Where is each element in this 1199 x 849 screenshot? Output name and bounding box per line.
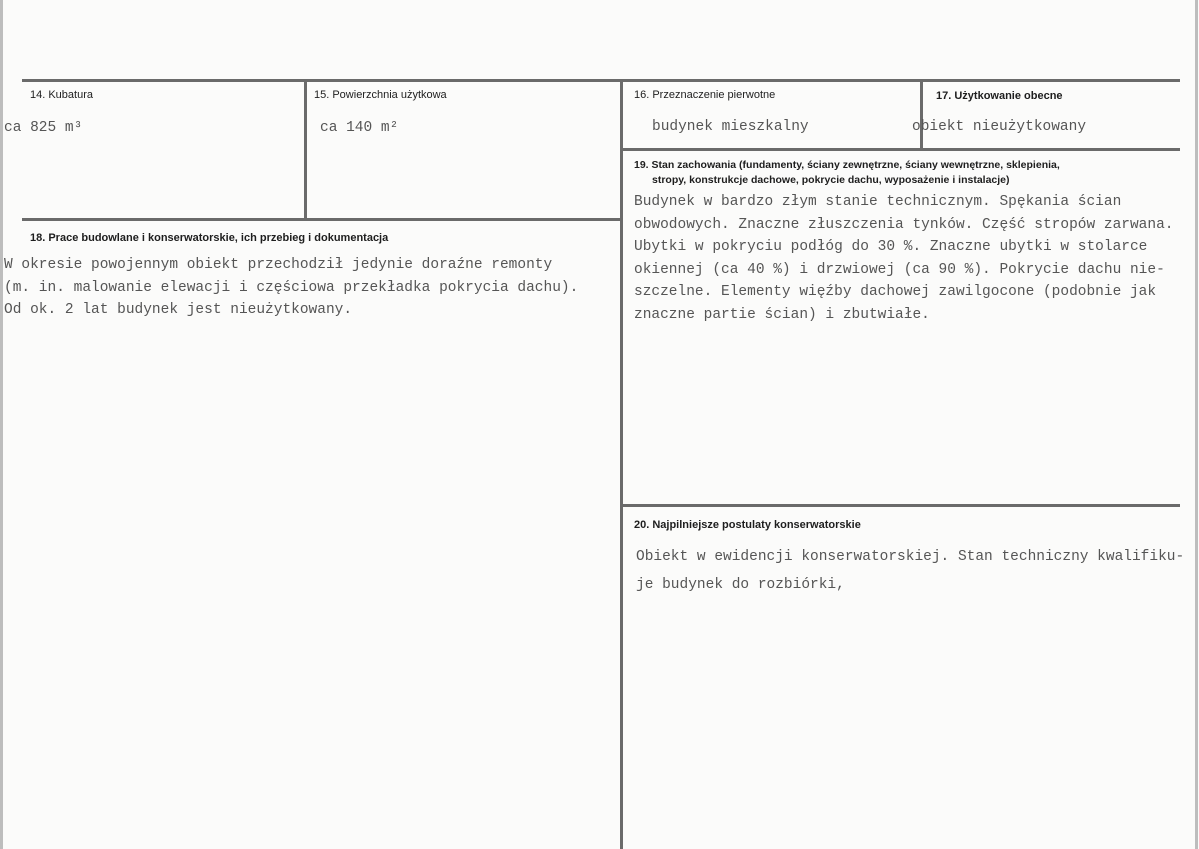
divider-main — [620, 79, 623, 849]
rule-under-14-15 — [22, 218, 623, 221]
field-18-line: Od ok. 2 lat budynek jest nieużytkowany. — [4, 302, 353, 318]
divider-14-15 — [304, 79, 307, 220]
rule-under-16-17 — [620, 148, 1180, 151]
field-19-label-line2: stropy, konstrukcje dachowe, pokrycie dachu, wyposażenie i instalacje) — [652, 174, 1010, 186]
field-15-value: ca 140 m² — [320, 120, 399, 136]
field-19-line: szczelne. Elementy więźby dachowej zawilgocone (podobnie jak — [634, 284, 1157, 300]
field-20-text — [636, 543, 1184, 599]
rule-under-19 — [620, 504, 1180, 507]
field-20-label: 20. Najpilniejsze postulaty konserwatorskie — [634, 519, 861, 531]
card-right-edge — [1195, 0, 1198, 849]
field-19-line: Ubytki w pokryciu podłóg do 30 %. Znaczne ubytki w stolarce — [634, 239, 1148, 255]
field-17-value: obiekt nieużytkowany — [912, 119, 1087, 135]
field-16-value: budynek mieszkalny — [652, 119, 809, 135]
field-15-label: 15. Powierzchnia użytkowa — [314, 89, 447, 101]
field-18-line: (m. in. malowanie elewacji i częściowa przekładka pokrycia dachu). — [4, 279, 579, 296]
field-19-line: znaczne partie ścian) i zbutwiałe. — [634, 306, 930, 323]
field-19-line: okiennej (ca 40 %) i drzwiowej (ca 90 %). Pokrycie dachu nie- — [634, 261, 1165, 278]
field-19-line: obwodowych. Znaczne złuszczenia tynków. Część stropów zarwana. — [634, 216, 1174, 233]
field-18-text — [4, 254, 578, 322]
field-18-line: W okresie powojennym obiekt przechodził jedynie doraźne remonty — [4, 257, 553, 273]
field-17-label: 17. Użytkowanie obecne — [936, 90, 1063, 102]
field-19-line: Budynek w bardzo złym stanie technicznym. Spękania ścian — [634, 194, 1122, 210]
field-20-line: Obiekt w ewidencji konserwatorskiej. Stan techniczny kwalifiku- — [636, 549, 1185, 565]
field-14-value: ca 825 m³ — [4, 120, 83, 136]
card-left-edge — [0, 0, 3, 849]
top-rule — [22, 79, 1180, 82]
field-18-label: 18. Prace budowlane i konserwatorskie, ich przebieg i dokumentacja — [30, 232, 389, 244]
field-19-text — [634, 191, 1174, 326]
divider-16-17 — [920, 79, 923, 149]
field-20-line: je budynek do rozbiórki, — [636, 577, 845, 593]
field-19-label-line1: 19. Stan zachowania (fundamenty, ściany zewnętrzne, ściany wewnętrzne, sklepienia, — [634, 159, 1060, 171]
field-16-label: 16. Przeznaczenie pierwotne — [634, 89, 776, 101]
field-14-label: 14. Kubatura — [30, 89, 93, 101]
